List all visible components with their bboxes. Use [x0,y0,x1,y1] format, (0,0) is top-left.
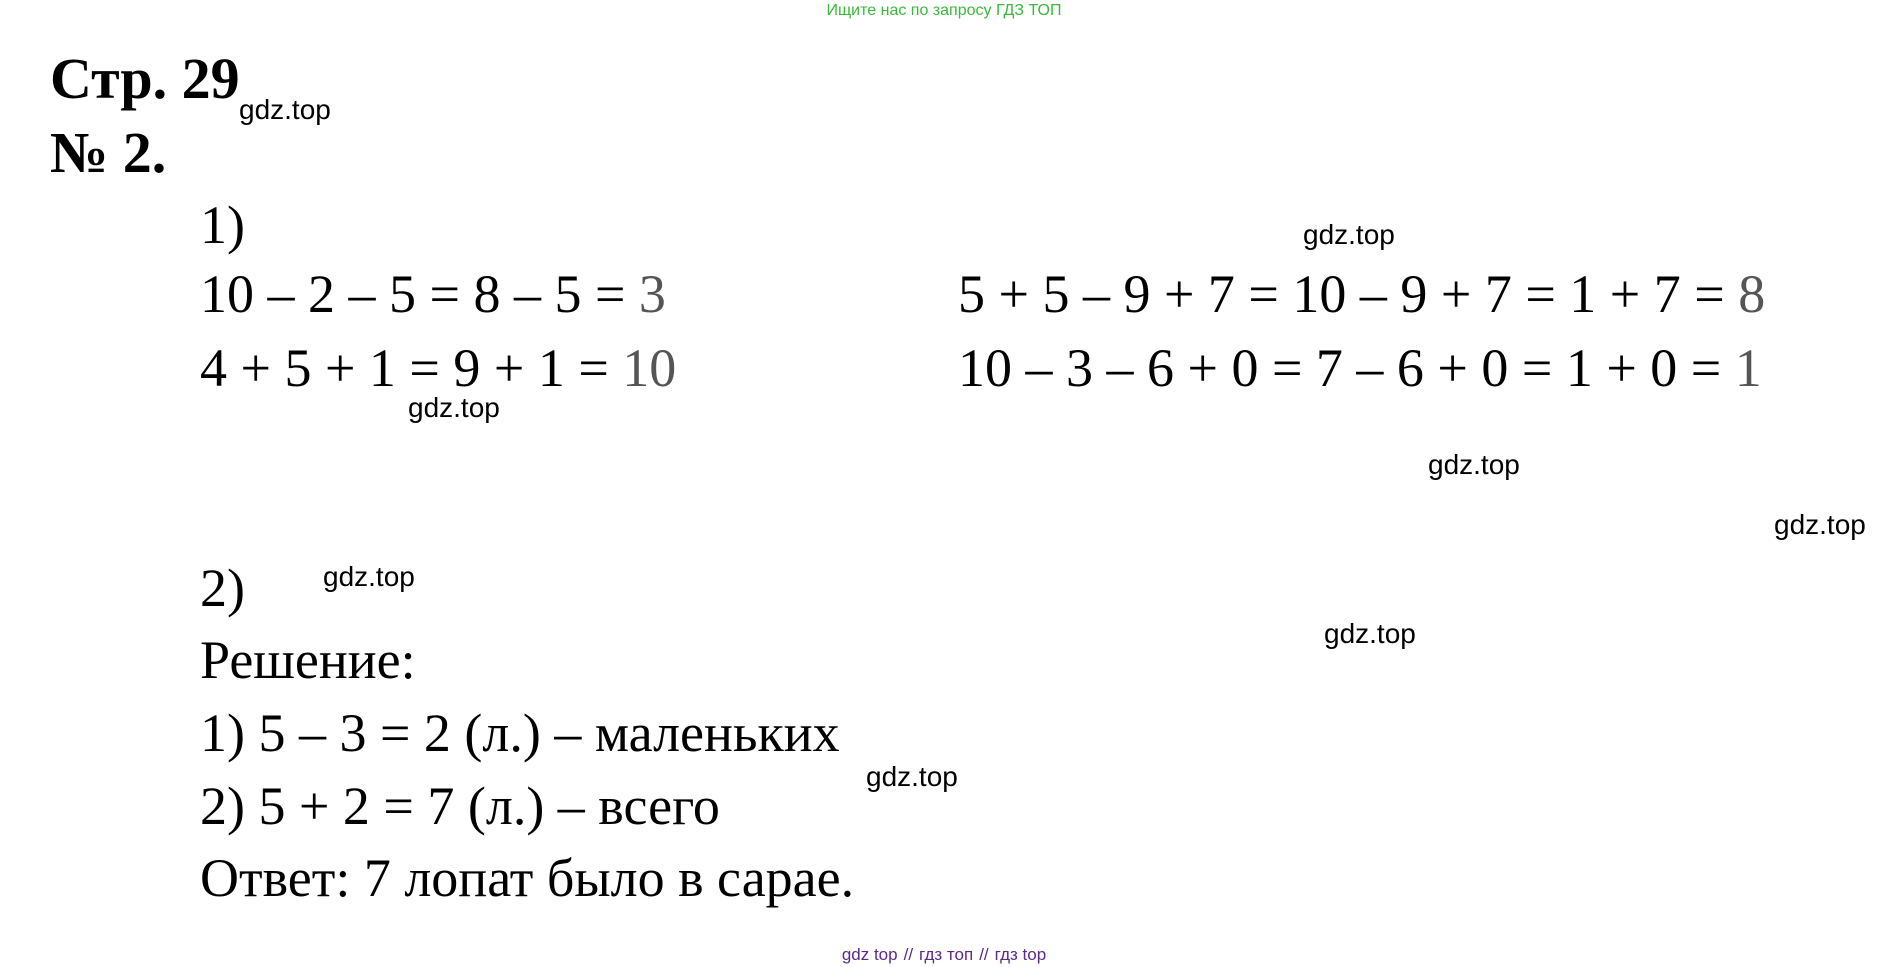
watermark: gdz.top [1303,219,1395,250]
answer-line: Ответ: 7 лопат было в сарае. [200,848,855,908]
expression-result: 3 [638,264,666,324]
expression: 10 – 3 – 6 + 0 = 7 – 6 + 0 = 1 + 0 = [958,338,1735,398]
expression: 5 + 5 – 9 + 7 = 10 – 9 + 7 = 1 + 7 = [958,264,1739,324]
expression-result: 1 [1734,338,1762,398]
part2-label: 2) [200,558,245,618]
solution-heading: Решение: [200,630,416,690]
watermark: gdz.top [408,392,500,423]
solution-step-2: 2) 5 + 2 = 7 (л.) – всего [200,776,720,836]
footer-link[interactable]: гдз топ [919,945,974,964]
watermark: gdz.top [1774,509,1866,540]
watermark: gdz.top [1324,618,1416,649]
footer-link[interactable]: gdz top [841,945,898,964]
watermark: gdz.top [866,761,958,792]
part1-right-line-2 [958,336,1762,400]
expression-result: 8 [1738,264,1766,324]
part1-right-line-1 [958,262,1765,326]
task-number: № 2. [50,120,167,185]
solution-step-1: 1) 5 – 3 = 2 (л.) – маленьких [200,703,840,763]
part1-left-line-2 [200,336,676,400]
watermark: gdz.top [323,561,415,592]
part1-label: 1) [200,195,245,255]
part1-left-line-1 [200,262,666,326]
watermark: gdz.top [239,94,331,125]
footer-link[interactable]: гдз top [994,945,1047,964]
footer-links [0,945,1888,965]
page-reference: Стр. 29 [50,46,240,111]
top-banner: Ищите нас по запросу ГДЗ ТОП [826,2,1062,19]
expression: 4 + 5 + 1 = 9 + 1 = [200,338,623,398]
watermark: gdz.top [1428,449,1520,480]
expression-result: 10 [622,338,677,398]
footer-separator: // [903,945,914,964]
expression: 10 – 2 – 5 = 8 – 5 = [200,264,639,324]
footer-separator: // [979,945,989,964]
